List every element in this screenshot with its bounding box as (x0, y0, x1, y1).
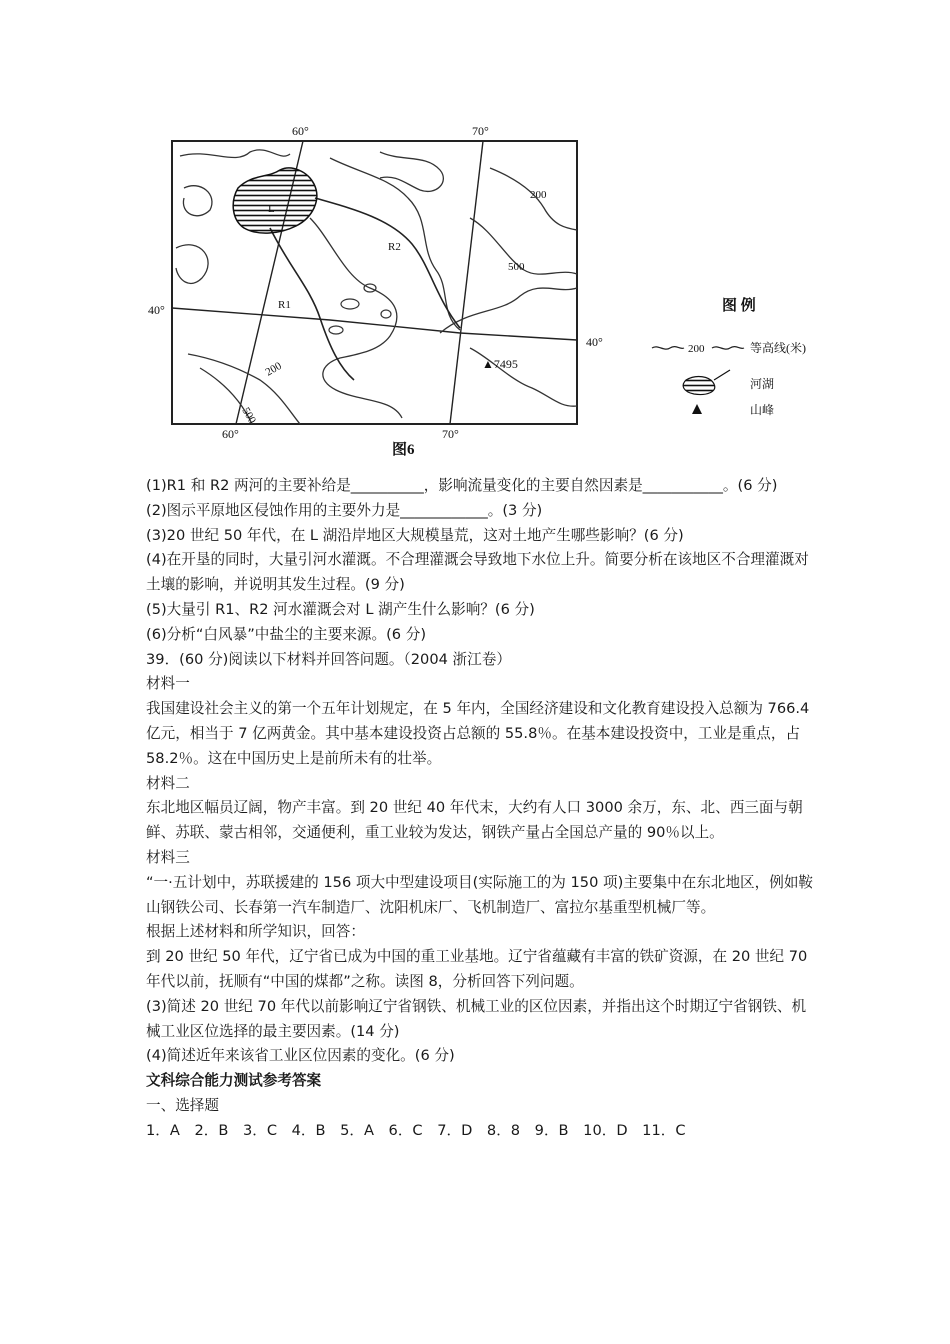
lon-label-bottom-60: 60° (222, 427, 239, 441)
question-2: (2)图示平原地区侵蚀作用的主要外力是____________。(3 分) (146, 501, 543, 519)
lat-label-left: 40° (148, 303, 165, 317)
question-6: (6)分析“白风暴”中盐尘的主要来源。(6 分) (146, 625, 427, 643)
material-2-title: 材料二 (146, 774, 190, 792)
legend-river-icon (714, 370, 730, 380)
contour-label-500-e: 500 (508, 261, 525, 273)
answer-prompt: 根据上述材料和所学知识，回答： (146, 923, 365, 941)
map-frame (172, 141, 577, 424)
answers-title: 文科综合能力测试参考答案 (146, 1072, 322, 1090)
question-39-3: (3)简述 20 世纪 70 年代以前影响辽宁省钢铁、机械工业的区位因素，并指出这个时期辽宁省钢铁、机械工业区位选择的最主要因素。(14 分) (146, 997, 807, 1040)
lake-l (233, 168, 317, 233)
figure-caption: 图6 (392, 442, 415, 458)
legend-lake-text: 河湖 (750, 377, 775, 391)
peak-icon (692, 404, 702, 414)
legend-peak-text: 山峰 (750, 403, 775, 417)
legend-contour-sample: 200 (688, 343, 705, 355)
material-3-title: 材料三 (146, 848, 190, 866)
material-3-text: “一·五计划中，苏联援建的 156 项大中型建设项目(实际施工的为 150 项)主要集中在东北地区，例如鞍山钢铁公司、长春第一汽车制造厂、沈阳机床厂、飞机制造厂、富拉尔基重型机械厂等。 (146, 873, 814, 916)
answers-line: 1．A 2．B 3．C 4．B 5．A 6．C 7．D 8．8 9．B 10．D 11．C (146, 1121, 686, 1139)
lon-label-top-70: 70° (472, 124, 489, 138)
map-legend (652, 296, 806, 417)
legend-title: 图 例 (722, 298, 756, 314)
contour-label-500-sw: 500 (239, 405, 259, 426)
contour-label-200-sw: 200 (263, 359, 284, 379)
legend-lake-icon (683, 377, 715, 395)
question-1: (1)R1 和 R2 两河的主要补给是__________，影响流量变化的主要自然因素是___________。(6 分) (146, 477, 778, 494)
meridian-70 (450, 141, 483, 424)
question-39-4: (4)简述近年来该省工业区位因素的变化。(6 分) (146, 1047, 455, 1065)
answers-section: 一、选择题 (146, 1096, 219, 1114)
contour-label-200-ne: 200 (530, 189, 547, 201)
question-39-heading: 39．(60 分)阅读以下材料并回答问题。（2004 浙江卷） (146, 650, 511, 668)
parallel-40 (172, 308, 577, 340)
lat-label-right: 40° (586, 335, 603, 349)
contour-islands (329, 284, 391, 334)
exam-content (146, 474, 818, 1144)
question-5: (5)大量引 R1、R2 河水灌溉会对 L 湖产生什么影响？(6 分) (146, 600, 535, 618)
river-label-r1: R1 (278, 299, 291, 311)
material-1-title: 材料一 (146, 675, 190, 693)
legend-contour-line-left (652, 347, 684, 350)
material-1-text: 我国建设社会主义的第一个五年计划规定，在 5 年内，全国经济建设和文化教育建设投入总额为 766.4 亿元，相当于 7 亿两黄金。其中基本建设投资占总额的 55.8％。在基本建设投资中，工业是重点，占 58.2％。这在中国历史上是前所未有的壮举。 (146, 700, 810, 767)
question-39-intro: 到 20 世纪 50 年代，辽宁省已成为中国的重工业基地。辽宁省蕴藏有丰富的铁矿资源，在 20 世纪 70 年代以前，抚顺有“中国的煤都”之称。读图 8，分析回答下列问题。 (146, 948, 808, 990)
question-3: (3)20 世纪 50 年代，在 L 湖沿岸地区大规模垦荒，这对土地产生哪些影响？(6 分) (146, 526, 684, 544)
legend-contour-line-right (712, 347, 744, 350)
map-figure (140, 118, 840, 463)
river-label-r2: R2 (388, 241, 401, 253)
material-2-text: 东北地区幅员辽阔，物产丰富。到 20 世纪 40 年代末，大约有人口 3000 余万，东、北、西三面与朝鲜、苏联、蒙古相邻，交通便利，重工业较为发达，钢铁产量占全国总产量的 90％以上。 (146, 799, 803, 842)
map-svg (140, 118, 840, 463)
lake-label: L (268, 203, 275, 215)
peak-label: ▲7495 (482, 357, 518, 371)
lon-label-bottom-70: 70° (442, 427, 459, 441)
question-4: (4)在开垦的同时，大量引河水灌溉。不合理灌溉会导致地下水位上升。简要分析在该地区不合理灌溉对土壤的影响，并说明其发生过程。(9 分) (146, 551, 809, 594)
lon-label-top-60: 60° (292, 124, 309, 138)
legend-contour-text: 等高线(米) (750, 341, 806, 355)
